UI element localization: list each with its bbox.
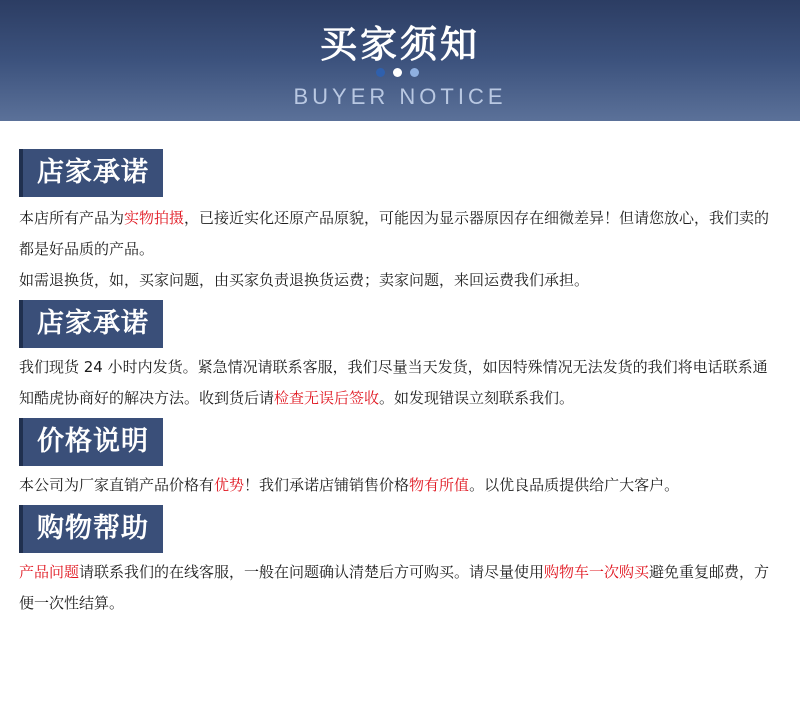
section-shopping-help bbox=[19, 505, 780, 619]
section-paragraph bbox=[19, 265, 780, 296]
body-text: 我们现货 24 小时内发货。紧急情况请联系客服，我们尽量当天发货，如因特殊情况无法发货的我们将电话联系通知酷虎协商好的解决方法。收到货后请 bbox=[19, 358, 768, 407]
dot-icon bbox=[393, 68, 402, 77]
section-store-promise bbox=[19, 149, 780, 296]
section-paragraph bbox=[19, 470, 780, 501]
body-text: 如需退换货，如，买家问题，由买家负责退换货运费；卖家问题，来回运费我们承担。 bbox=[19, 271, 590, 289]
highlight-text: 购物车一次购买 bbox=[544, 563, 650, 581]
page-title: 买家须知 bbox=[320, 23, 480, 66]
notice-content bbox=[0, 149, 800, 619]
body-text: 本公司为厂家直销产品价格有 bbox=[19, 476, 215, 494]
body-text: 请联系我们的在线客服，一般在问题确认清楚后方可购买。请尽量使用 bbox=[79, 563, 545, 581]
decorative-dots bbox=[376, 68, 419, 77]
section-heading: 价格说明 bbox=[19, 418, 163, 466]
section-price-note bbox=[19, 418, 780, 501]
highlight-text: 产品问题 bbox=[19, 563, 80, 581]
highlight-text: 检查无误后签收 bbox=[274, 389, 380, 407]
body-text: 。以优良品质提供给广大客户。 bbox=[469, 476, 680, 494]
body-text: 。如发现错误立刻联系我们。 bbox=[379, 389, 575, 407]
section-heading: 购物帮助 bbox=[19, 505, 163, 553]
section-shipping-promise bbox=[19, 300, 780, 414]
dot-icon bbox=[410, 68, 419, 77]
body-text: ！我们承诺店铺销售价格 bbox=[244, 476, 410, 494]
section-heading: 店家承诺 bbox=[19, 300, 163, 348]
body-text: ，已接近实化还原产品原貌，可能因为显示器原因存在细微差异！但请您放心，我们卖的都是好品质的产品。 bbox=[19, 209, 770, 258]
section-paragraph bbox=[19, 352, 780, 414]
section-paragraph bbox=[19, 203, 780, 265]
page-subtitle: BUYER NOTICE bbox=[293, 84, 507, 109]
section-heading: 店家承诺 bbox=[19, 149, 163, 197]
highlight-text: 优势 bbox=[214, 476, 245, 494]
highlight-text: 实物拍摄 bbox=[124, 209, 185, 227]
highlight-text: 物有所值 bbox=[409, 476, 470, 494]
section-paragraph bbox=[19, 557, 780, 619]
header-banner bbox=[0, 0, 800, 121]
body-text: 本店所有产品为 bbox=[19, 209, 125, 227]
body-text: 避免重复邮费，方便一次性结算。 bbox=[19, 563, 770, 612]
dot-icon bbox=[376, 68, 385, 77]
